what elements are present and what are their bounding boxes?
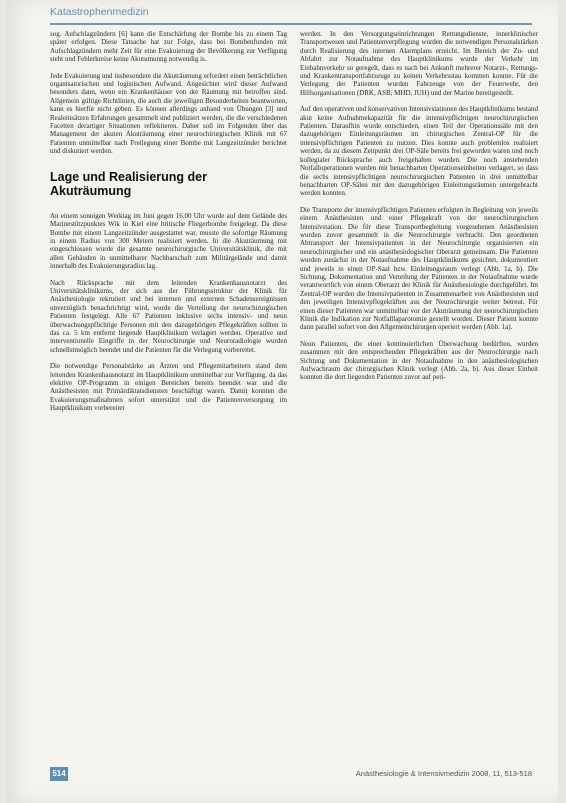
left-column	[50, 30, 287, 421]
header-rule	[50, 23, 532, 25]
paragraph: Auf den operativen und konservativen Intensivstationen des Hauptklinikums bestand akut keine Aufnahmekapazität für die intensivpflichtigen neurochirurgischen Patienten. Daraufhin wurde entschieden, einen Teil der Operationssäle mit den dazugehörigen Einleitungsräumen im chirurgischen Zentral-OP für die intensivpflichtigen Patienten zu nutzen. Dies konnte auch problemlos realisiert werden, da zu diesem Zeitpunkt drei OP-Säle bereits frei geworden waren und noch kollegialer Rücksprache auch freigehalten wurden. Die noch anstehenden Notfalloperationen wurden mit benachbarten Operationseinheiten verlagert, so dass die sechs intensivpflichtigen neurochirurgischen Patienten in drei unmittelbar benachbarten OP-Sälen mit den dazugehörigen Einleitungsräumen untergebracht werden konnten.	[300, 105, 538, 198]
page-number: 514	[50, 767, 68, 781]
section-header: Katastrophenmedizin	[50, 6, 149, 18]
paragraph: An einem sonnigen Werktag im Juni gegen 16.00 Uhr wurde auf dem Gelände des Marinestützpunktes Wik in Kiel eine britische Fliegerbombe freigelegt. Da diese Bombe mit einem Langzeitzünder ausgestattet war, musste die sofortige Räumung in einem Radius von 300 Metern realisiert werden. In die Akuträumung mit eingeschlossen wurde die gesamte neurochirurgische Universitätsklinik, die mit allen Gebäuden in unmittelbarer Nachbarschaft zum Militärgelände und damit innerhalb des Evakuierungsradius lag.	[50, 211, 287, 271]
section-heading: Lage und Realisierung der Akuträumung	[50, 169, 207, 198]
journal-citation: Anästhesiologie & Intensivmedizin 2008, 11, 513-518	[355, 769, 532, 778]
paragraph: Die notwendige Personalstärke an Ärzten und Pflegemitarbeitern stand dem leitenden Krankenhausnotarzt im Hauptklinikum unmittelbar zur Verfügung, da das elektive OP-Programm in einigen Bereichen bereits beendet war und die Anästhesisten mit Primärdiktatsdiensten beschäftigt waren. Damit konnten die Evakuierungsmaßnahmen sofort unterstützt und die Patientenversorgung im Hauptklinikum vorbereitet	[50, 362, 287, 413]
paragraph: sog. Aufschlagzündern [6] kann die Entschärfung der Bombe bis zu einem Tag später erfolgen. Diese Tatsache hat zur Folge, dass bei Bombenfunden mit Aufschlagzündern mehr Zeit für eine Evakuierung der Bevölkerung zur Verfügung steht und Fehlerkreise keine Akutumunng notwendig is.	[50, 30, 287, 64]
journal-page	[6, 0, 558, 803]
paragraph: Neun Patienten, die einer kontinuierlichen Überwachung bedürften, wurden zusammen mit den entsprechenden Pflegekräften aus der Neurochirurgie nach Sichtung und Dokumentation in der Notaufnahme in den anästhesiologischen Aufwachraum der chirurgischen Klinik verlegt (Abb. 2a, b). Aus dieser Einheit konnten die dort liegenden Patienten zuvor auf peri-	[300, 339, 538, 382]
paragraph: werden. In den Versorgungseinrichtungen Rettungsdienste, innerklinischer Transportwesen und Patientenverpflegung wurden die notwendigen Personalstärken durch Realisierung des internen Alarmplans erreicht. Im Bereich der Zu- und Abfahrt zur Notaufnahme des Hauptklinikums wurde der Verkehr im Einbahnverkehr so geregelt, dass es nach bei Ankunft mehrerer Notarzt-, Rettungs- und Krankentransportfahrzeuge zu keinen Verkehrsstau kommen konnte. Für die Verlegung der Patienten wurden Fahrzeuge von der Feuerwehr, den Hilfsorganisationen (DRK, ASB, MHD, JUH) und der Marine bereitgestellt.	[300, 30, 538, 97]
paragraph: Die Transporte der intensivpflichtigen Patienten erfolgten in Begleitung von jeweils einem Anästhesisten und einer Pflegekraft von der neurochirurgischen Intensivstation. Die für diese Transportbegleitung vorgesehenen Anästhesisten wurden zuvor gesammelt in die Neurochirurgie verbracht. Den geordneten Abtransport der Intensivpatienten in der Neurochirurgie organisierten ein neurochirurgischer und ein anästhesiologischer Oberarzt gemeinsam. Die Patienten wurden zunächst in der Notaufnahme des Hauptklinikums gesichtet, dokumentiert und jeweils in einen OP-Saal bzw. Einleitungsraum verlegt (Abb. 1a, b). Die Sichtung, Dokumentation und Verteilung der Patienten in der Notaufnahme wurde verantwortlich von einem Oberarzt der Klinik für Anästhesiologie durchgeführt. Im Zentral-OP wurden die Intensivpatienten in Zusammenarbeit von Anästhesisten und den jeweiligen Intensivpflegekräften aus der Neurochirurgie weiter betreut. Für einen dieser Patienten war unmittelbar vor der Akuträumung der neurochirurgischen Klinik die Indikation zur Notfalllaparotomie gestellt worden. Dieser Patient konnte dann parallel sofort von den Allgemeinchirurgen operiert werden (Abb. 1a).	[300, 205, 538, 332]
right-column	[300, 30, 538, 390]
paragraph: Jede Evakuierung und insbesondere die Akuträumung erfordert einen beträchtlichen organisatorischen und logistischen Aufwand. Angesichtet wird dieser Aufwand besonders dann, wenn ein Krankenhäuser von der Räumung mit betroffen sind. Allgemein gültige Richtlinien, die auch die jeweiligen Besonderheiten beantworten, kann es hierfür nicht geben. Es können allerdings anhand von Übungen [3] und Realeinsätzen Erfahrungen gesammelt und publiziert werden, die die verschiedenen Facetten derartiger Situationen reflektieren. Daher soll im Folgenden über das Management der akuten Akuträumung einer neurochirurgischen Klinik mit 67 Patienten unmittelbar nach Freilegung einer Bombe mit Langzeitzünder berichtet und diskutiert werden.	[50, 71, 287, 156]
paragraph: Nach Rücksprache mit dem leitenden Krankenhausnotarzt des Universitätsklinikums, der sich aus der Führungsstruktur der Klinik für Anästhesiologie rekrutiert und bei internen und externen Schadensereignissen unverzüglich benachrichtigt wird, wurde die Verteilung der neurochirurgischen Patienten festgelegt. Alle 67 Patienten inklusive sechs intensiv- und neun überwachungspflichtige Personen mit den dazugehörigen Pflegekräften sollten in das ca. 5 km entfernt liegende Hauptklinikum verlagert werden. Operative und interventionelle Eingriffe in der Neurochirurgie und Neuroradiologie wurden schnellstmöglich beendet und die Patienten für die Verlegung vorbereitet.	[50, 278, 287, 354]
